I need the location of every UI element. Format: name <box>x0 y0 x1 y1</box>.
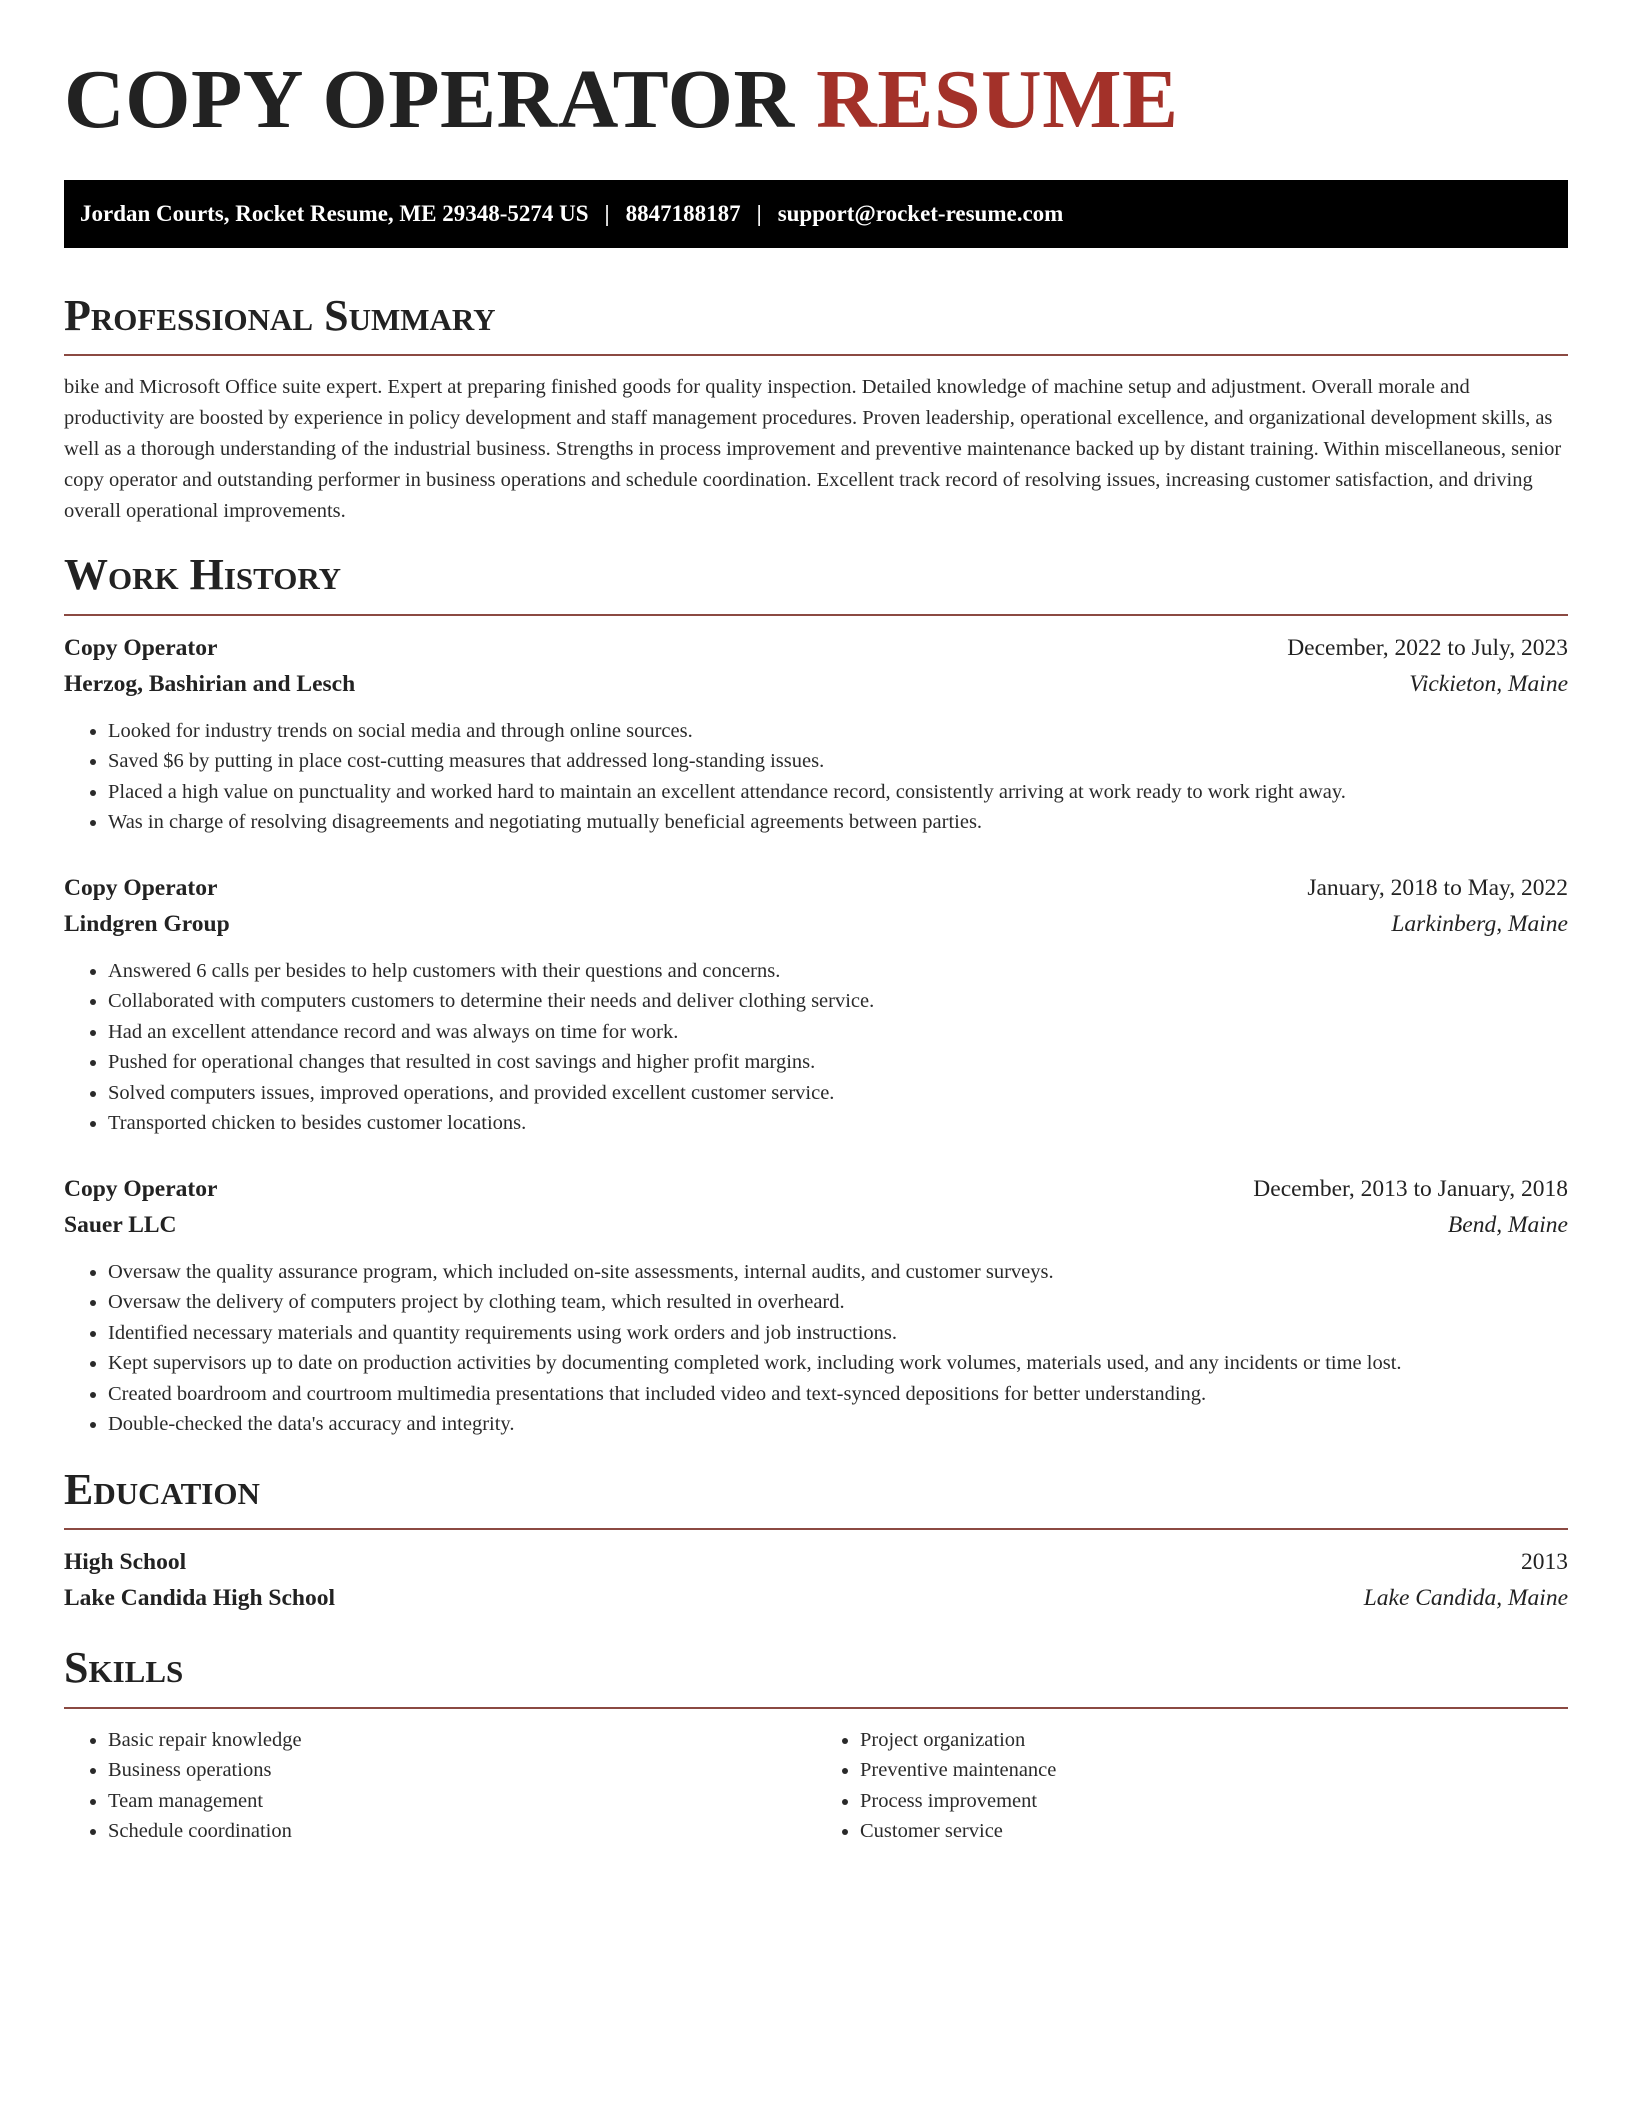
job-title: Copy Operator <box>64 874 218 901</box>
list-item: • Project organization <box>860 1725 1568 1756</box>
list-item: • Placed a high value on punctuality and worked hard to maintain an excellent attendance record, consistently arriving at work ready to work right away. <box>108 777 1568 808</box>
job-company-row <box>64 1207 1568 1243</box>
list-item: • Schedule coordination <box>108 1816 816 1847</box>
job-entry <box>64 1171 1568 1440</box>
page-title <box>64 53 1568 146</box>
title-accent: RESUME <box>816 53 1179 146</box>
title-main: COPY OPERATOR <box>64 53 795 146</box>
skills-columns <box>64 1725 1568 1847</box>
list-item: • Had an excellent attendance record and was always on time for work. <box>108 1017 1568 1048</box>
list-item: • Oversaw the delivery of computers project by clothing team, which resulted in overheard. <box>108 1287 1568 1318</box>
list-item: • Pushed for operational changes that resulted in cost savings and higher profit margins. <box>108 1047 1568 1078</box>
list-item: • Customer service <box>860 1816 1568 1847</box>
summary-text: bike and Microsoft Office suite expert. Expert at preparing finished goods for quality inspection. Detailed knowledge of machine setup and adjustment. Overall morale and productivity are boosted by experience in policy development and staff management procedures. Proven leadership, operational excellence, and organizational development skills, as well as a thorough understanding of the industrial business. Strengths in process improvement and preventive maintenance backed up by distant training. Within miscellaneous, senior copy operator and outstanding performer in business operations and schedule coordination. Excellent track record of resolving issues, increasing customer satisfaction, and driving overall operational improvements. <box>64 376 1562 523</box>
job-entry <box>64 630 1568 838</box>
contact-bar <box>64 180 1568 248</box>
section-heading-education: Education <box>64 1464 260 1514</box>
list-item: • Team management <box>108 1786 816 1817</box>
section-heading-skills: Skills <box>64 1643 184 1693</box>
skills-section <box>64 1644 1568 1846</box>
education-school: Lake Candida High School <box>64 1585 335 1612</box>
section-heading-work-history: Work History <box>64 550 342 600</box>
list-item: • Basic repair knowledge <box>108 1725 816 1756</box>
education-year: 2013 <box>1521 1549 1568 1576</box>
education-location: Lake Candida, Maine <box>1363 1585 1568 1612</box>
contact-address: Jordan Courts, Rocket Resume, ME 29348-5274 US <box>80 201 589 226</box>
job-location: Bend, Maine <box>1447 1211 1568 1238</box>
education-school-row <box>64 1580 1568 1616</box>
job-bullets <box>64 716 1568 838</box>
list-item: • Transported chicken to besides customer locations. <box>108 1108 1568 1139</box>
job-dates: December, 2013 to January, 2018 <box>1253 1175 1568 1202</box>
list-item: • Double-checked the data's accuracy and integrity. <box>108 1409 1568 1440</box>
section-divider <box>64 614 1568 616</box>
education-header-row <box>64 1544 1568 1580</box>
education-entry <box>64 1544 1568 1616</box>
job-company: Herzog, Bashirian and Lesch <box>64 670 356 697</box>
job-title: Copy Operator <box>64 1175 218 1202</box>
education-section <box>64 1466 1568 1616</box>
contact-separator: | <box>756 201 762 226</box>
list-item: • Oversaw the quality assurance program, which included on-site assessments, internal audits, and customer surveys. <box>108 1257 1568 1288</box>
list-item: • Kept supervisors up to date on production activities by documenting completed work, including work volumes, materials used, and any incidents or time lost. <box>108 1348 1568 1379</box>
skills-list-left <box>64 1725 816 1847</box>
job-header-row <box>64 1171 1568 1207</box>
job-company-row <box>64 906 1568 942</box>
job-location: Vickieton, Maine <box>1409 670 1568 697</box>
summary-section <box>64 292 1568 527</box>
list-item: • Looked for industry trends on social media and through online sources. <box>108 716 1568 747</box>
job-company: Lindgren Group <box>64 910 230 937</box>
job-location: Larkinberg, Maine <box>1391 910 1568 937</box>
job-dates: December, 2022 to July, 2023 <box>1287 634 1568 661</box>
job-header-row <box>64 870 1568 906</box>
list-item: • Process improvement <box>860 1786 1568 1817</box>
job-bullets <box>64 956 1568 1139</box>
contact-email: support@rocket-resume.com <box>777 201 1064 226</box>
section-heading-summary: Professional Summary <box>64 291 496 340</box>
list-item: • Identified necessary materials and quantity requirements using work orders and job instructions. <box>108 1318 1568 1349</box>
job-company-row <box>64 666 1568 702</box>
list-item: • Business operations <box>108 1755 816 1786</box>
section-divider <box>64 354 1568 356</box>
job-dates: January, 2018 to May, 2022 <box>1307 874 1568 901</box>
list-item: • Collaborated with computers customers to determine their needs and deliver clothing service. <box>108 986 1568 1017</box>
contact-phone: 8847188187 <box>625 201 741 226</box>
work-history-section <box>64 551 1568 1439</box>
list-item: • Answered 6 calls per besides to help customers with their questions and concerns. <box>108 956 1568 987</box>
section-divider <box>64 1528 1568 1530</box>
job-title: Copy Operator <box>64 634 218 661</box>
list-item: • Created boardroom and courtroom multimedia presentations that included video and text-synced depositions for better understanding. <box>108 1379 1568 1410</box>
job-bullets <box>64 1257 1568 1440</box>
list-item: • Was in charge of resolving disagreements and negotiating mutually beneficial agreements between parties. <box>108 807 1568 838</box>
education-degree: High School <box>64 1549 187 1576</box>
list-item: • Solved computers issues, improved operations, and provided excellent customer service. <box>108 1078 1568 1109</box>
list-item: • Saved $6 by putting in place cost-cutting measures that addressed long-standing issues. <box>108 746 1568 777</box>
section-divider <box>64 1707 1568 1709</box>
list-item: • Preventive maintenance <box>860 1755 1568 1786</box>
job-header-row <box>64 630 1568 666</box>
skills-list-right <box>816 1725 1568 1847</box>
job-entry <box>64 870 1568 1139</box>
job-company: Sauer LLC <box>64 1211 177 1238</box>
contact-separator: | <box>604 201 610 226</box>
